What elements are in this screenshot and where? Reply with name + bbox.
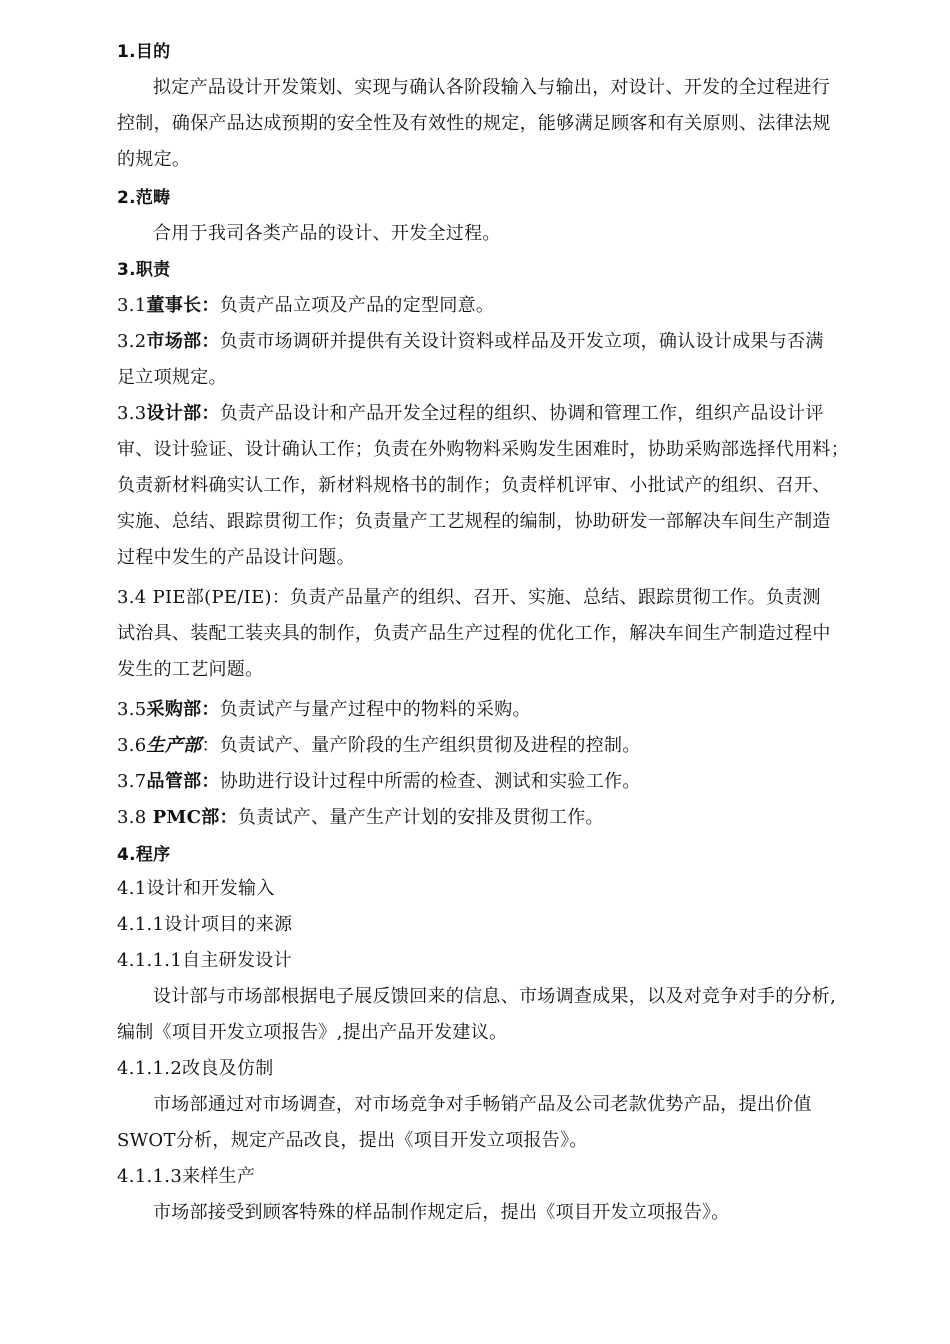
subsection-heading: 4.1.1.3来样生产 xyxy=(117,1166,256,1187)
subsection-heading: 4.1设计和开发输入 xyxy=(117,878,275,899)
paragraph-line: 合用于我司各类产品的设计、开发全过程。 xyxy=(153,223,501,244)
subsection-heading: 4.1.1设计项目的来源 xyxy=(117,914,293,935)
paragraph-line: 编制《项目开发立项报告》,提出产品开发建议。 xyxy=(117,1022,508,1043)
paragraph-line: 实施、总结、跟踪贯彻工作；负责量产工艺规程的编制，协助研发一部解决车间生产制造 xyxy=(117,511,831,532)
paragraph-line: SWOT分析，规定产品改良，提出《项目开发立项报告》。 xyxy=(117,1130,588,1151)
role-text: 负责产品立项及产品的定型同意。 xyxy=(219,295,495,316)
paragraph-line: 审、设计验证、设计确认工作；负责在外购物料采购发生困难时，协助采购部选择代用料； xyxy=(117,439,849,460)
paragraph-line: 设计部与市场部根据电子展反馈回来的信息、市场调查成果，以及对竞争对手的分析, xyxy=(153,986,837,1007)
responsibility-item xyxy=(117,734,641,758)
paragraph-line: 市场部通过对市场调查，对市场竞争对手畅销产品及公司老款优势产品，提出价值 xyxy=(153,1094,812,1115)
role-text: 负责试产与量产过程中的物料的采购。 xyxy=(219,699,531,720)
paragraph-line: 的规定。 xyxy=(117,149,191,170)
section-title-purpose: 1.目的 xyxy=(117,42,171,62)
paragraph-line: 负责新材料确实认工作，新材料规格书的制作；负责样机评审、小批试产的组织、召开、 xyxy=(117,475,831,496)
item-number: 3.7 xyxy=(117,771,147,792)
paragraph-line: 控制，确保产品达成预期的安全性及有效性的规定，能够满足顾客和有关原则、法律法规 xyxy=(117,113,831,134)
section-title-scope: 2.范畴 xyxy=(117,188,171,208)
role-text: 负责市场调研并提供有关设计资料或样品及开发立项，确认设计成果与否满 xyxy=(219,331,824,352)
role-label: 设计部： xyxy=(146,403,220,424)
item-number: 3.3 xyxy=(117,403,147,424)
paragraph-line: 市场部接受到顾客特殊的样品制作规定后，提出《项目开发立项报告》。 xyxy=(153,1202,730,1223)
responsibility-item xyxy=(117,586,821,610)
role-label: PIE部(PE/IE)： xyxy=(152,587,291,608)
paragraph-line: 发生的工艺问题。 xyxy=(117,659,264,680)
role-label: 采购部： xyxy=(146,699,220,720)
role-label: 品管部： xyxy=(146,771,220,792)
role-text: 负责产品量产的组织、召开、实施、总结、跟踪贯彻工作。负责测 xyxy=(290,587,821,608)
responsibility-item xyxy=(117,698,531,722)
responsibility-item xyxy=(117,330,824,354)
item-number: 3.5 xyxy=(117,699,147,720)
role-text: ：负责试产、量产阶段的生产组织贯彻及进程的控制。 xyxy=(201,735,641,756)
responsibility-item xyxy=(117,294,494,318)
subsection-heading: 4.1.1.1自主研发设计 xyxy=(117,950,292,971)
role-label: 董事长： xyxy=(146,295,220,316)
role-text: 协助进行设计过程中所需的检查、测试和实验工作。 xyxy=(219,771,641,792)
paragraph-line: 试治具、装配工装夹具的制作，负责产品生产过程的优化工作，解决车间生产制造过程中 xyxy=(117,623,831,644)
role-label: 市场部： xyxy=(146,331,220,352)
item-number: 3.4 xyxy=(117,587,147,608)
item-number: 3.8 xyxy=(117,807,147,828)
role-text: 负责产品设计和产品开发全过程的组织、协调和管理工作，组织产品设计评 xyxy=(219,403,824,424)
item-number: 3.1 xyxy=(117,295,147,316)
section-title-procedure: 4.程序 xyxy=(117,845,171,865)
paragraph-line: 过程中发生的产品设计问题。 xyxy=(117,547,355,568)
responsibility-item xyxy=(117,806,604,830)
subsection-heading: 4.1.1.2改良及仿制 xyxy=(117,1058,274,1079)
paragraph-line: 足立项规定。 xyxy=(117,367,227,388)
role-label: 生产部 xyxy=(146,735,202,756)
item-number: 3.6 xyxy=(117,735,147,756)
item-number: 3.2 xyxy=(117,331,147,352)
role-text: 负责试产、量产生产计划的安排及贯彻工作。 xyxy=(237,807,604,828)
responsibility-item xyxy=(117,770,641,794)
role-label: PMC部： xyxy=(152,807,238,828)
section-title-responsibilities: 3.职责 xyxy=(117,260,171,280)
paragraph-line: 拟定产品设计开发策划、实现与确认各阶段输入与输出，对设计、开发的全过程进行 xyxy=(153,77,831,98)
responsibility-item xyxy=(117,402,824,426)
